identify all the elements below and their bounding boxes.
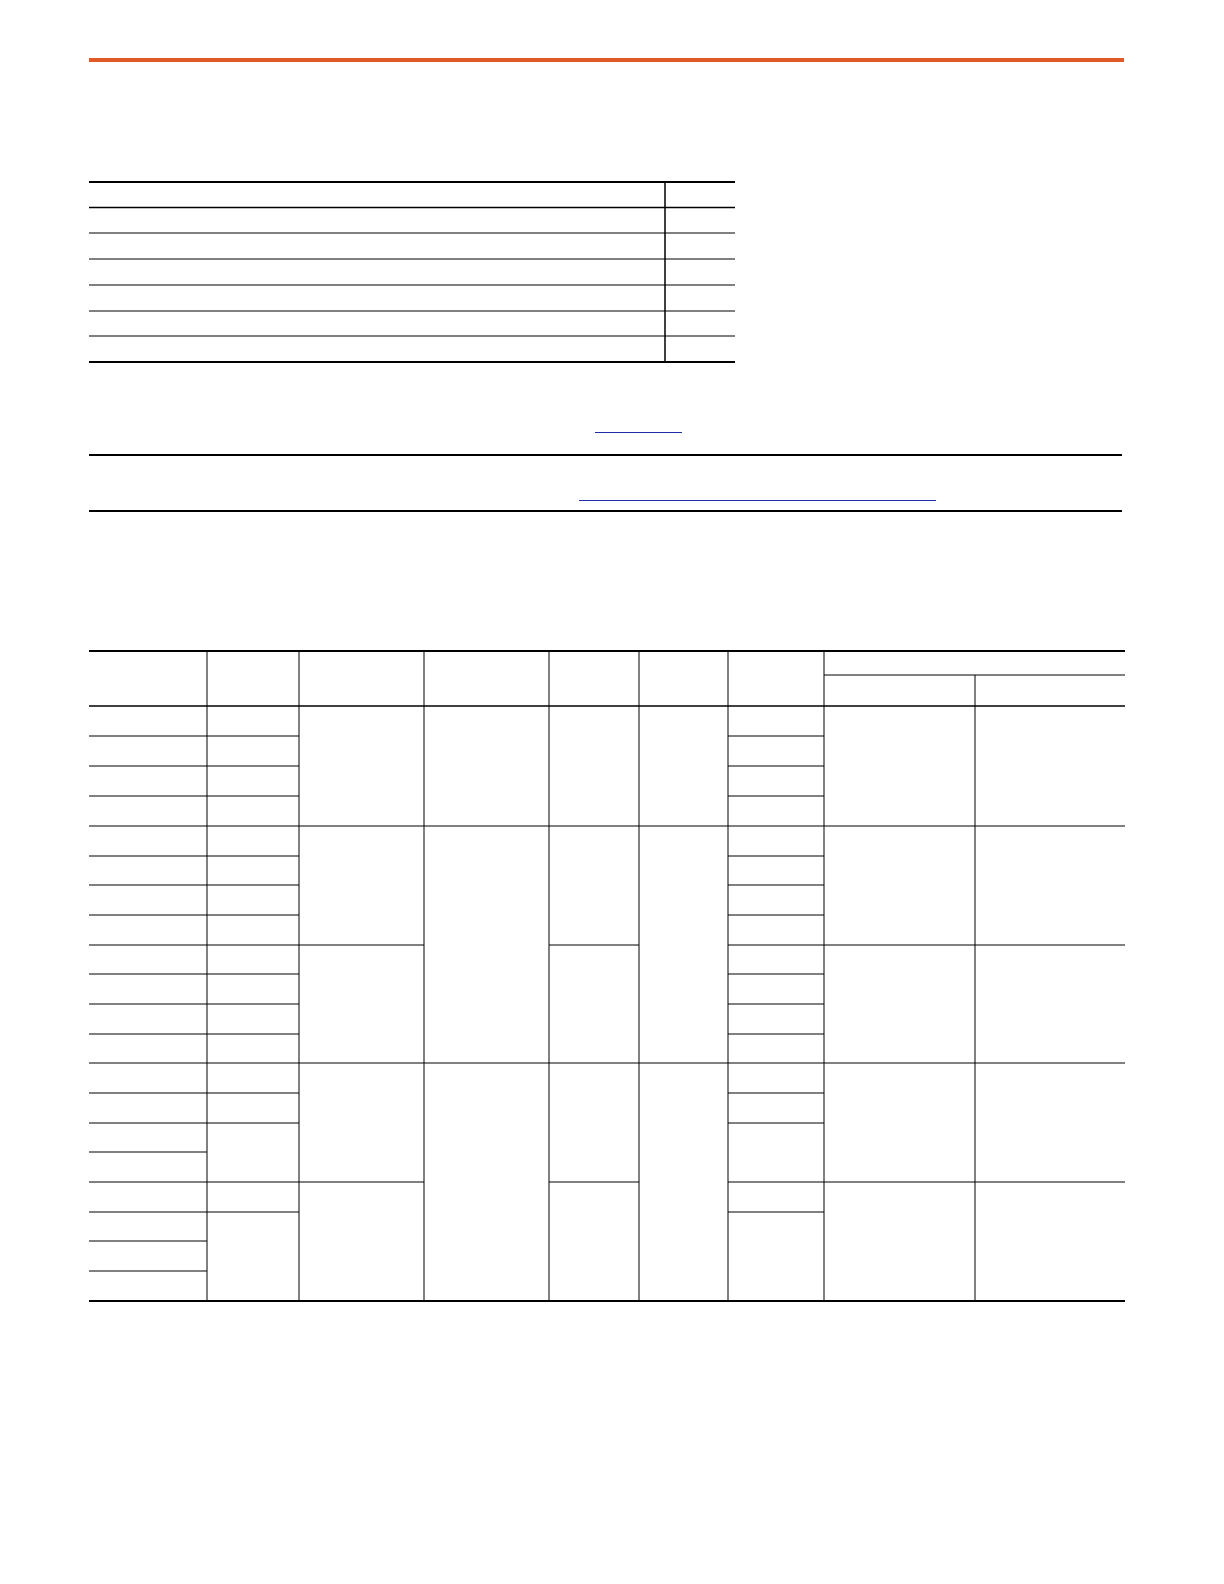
note-box <box>89 454 1122 512</box>
inline-link[interactable] <box>595 432 682 433</box>
note-link[interactable] <box>579 500 936 501</box>
summary-table <box>89 181 735 363</box>
header-accent-rule <box>89 58 1124 62</box>
specification-table <box>89 650 1125 1302</box>
specification-table-grid <box>89 650 1125 1302</box>
